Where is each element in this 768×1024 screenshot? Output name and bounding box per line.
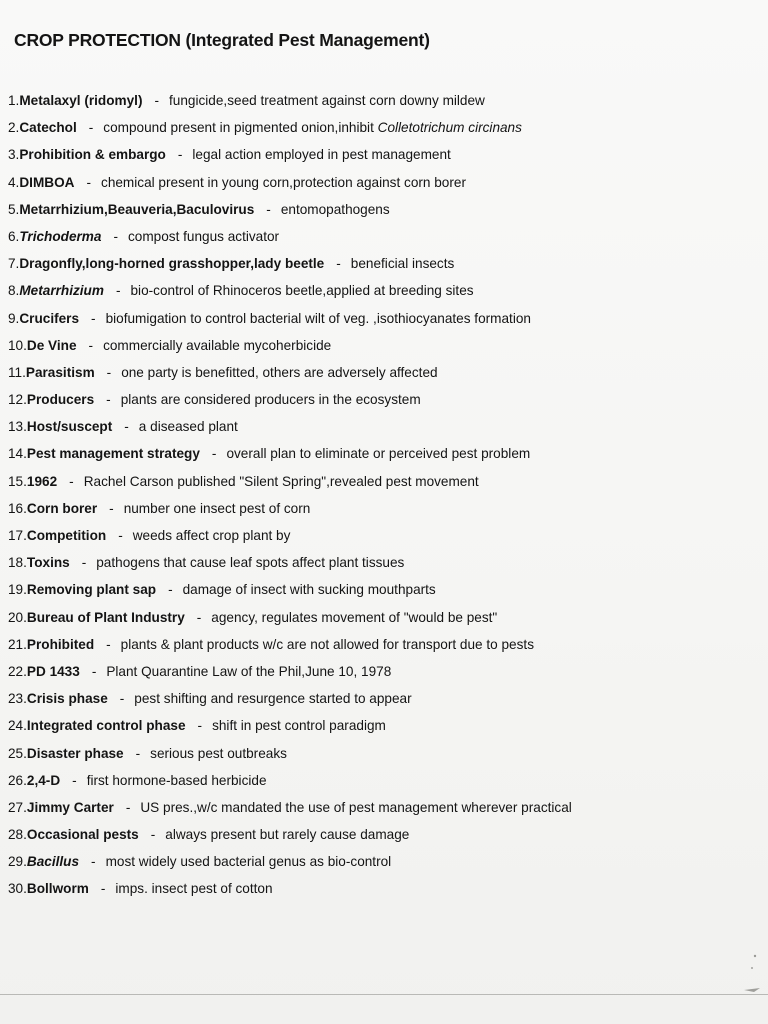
- item-separator: -: [69, 473, 74, 489]
- scan-smudge-mark: [740, 948, 762, 994]
- list-item: [8, 332, 758, 359]
- item-term: Bacillus: [26, 854, 80, 870]
- item-number: 7.: [8, 256, 20, 272]
- item-definition-text: weeds affect crop plant by: [132, 528, 291, 543]
- item-definition: [211, 610, 497, 625]
- item-number: 3.: [8, 147, 20, 163]
- item-number: 12.: [8, 392, 27, 408]
- item-term: Metarrhizium: [19, 283, 104, 299]
- page-title: CROP PROTECTION (Integrated Pest Management): [14, 30, 430, 50]
- item-definition-text: a diseased plant: [138, 419, 238, 435]
- item-definition: [226, 446, 530, 461]
- item-number: 27.: [8, 799, 27, 815]
- item-separator: -: [113, 228, 118, 244]
- item-definition: [121, 637, 534, 652]
- item-term: PD 1433: [26, 663, 80, 679]
- item-definition: [192, 147, 450, 162]
- item-number: 28.: [8, 827, 27, 843]
- item-definition-text: plants are considered producers in the ecosystem: [120, 392, 421, 408]
- item-separator: -: [119, 691, 125, 707]
- item-separator: -: [124, 419, 129, 435]
- item-definition: [103, 120, 522, 135]
- item-definition-text: Plant Quarantine Law of the Phil,June 10, 1978: [106, 663, 392, 679]
- item-definition: [140, 800, 571, 815]
- item-number: 17.: [8, 528, 27, 543]
- item-number: 30.: [8, 881, 27, 897]
- item-term: Parasitism: [25, 364, 95, 380]
- item-definition: [84, 474, 479, 489]
- item-definition-text: shift in pest control paradigm: [212, 718, 386, 734]
- item-definition-text: bio-control of Rhinoceros beetle,applied at breeding sites: [130, 283, 474, 299]
- list-item: [8, 875, 758, 902]
- term-list: [8, 87, 758, 903]
- item-term: Catechol: [19, 120, 77, 136]
- item-separator: -: [81, 555, 87, 571]
- item-separator: -: [118, 528, 123, 543]
- item-number: 18.: [8, 555, 27, 571]
- item-number: 1.: [8, 93, 20, 108]
- item-definition: [106, 664, 391, 679]
- item-definition-text: fungicide,seed treatment against corn downy mildew: [169, 93, 485, 108]
- item-separator: -: [177, 147, 183, 163]
- item-number: 23.: [8, 691, 27, 707]
- item-definition: [351, 256, 455, 271]
- item-definition: [183, 582, 436, 597]
- item-definition-text: first hormone-based herbicide: [86, 772, 267, 788]
- item-term: 2,4-D: [26, 772, 61, 788]
- list-item: [8, 223, 758, 250]
- item-definition-text: one party is benefitted, others are adversely affected: [121, 364, 438, 380]
- item-definition-text: most widely used bacterial genus as bio-control: [105, 854, 392, 870]
- item-number: 19.: [8, 582, 27, 598]
- list-item: [8, 549, 758, 576]
- list-item: [8, 821, 758, 848]
- item-separator: -: [106, 636, 111, 652]
- item-term: Dragonfly,long-horned grasshopper,lady beetle: [19, 256, 325, 272]
- item-number: 24.: [8, 718, 27, 734]
- item-term: Jimmy Carter: [26, 799, 114, 815]
- list-item: [8, 468, 758, 495]
- list-item: [8, 359, 758, 386]
- item-definition-text: compost fungus activator: [127, 228, 280, 244]
- item-separator: -: [72, 772, 77, 788]
- item-separator: -: [168, 582, 173, 598]
- item-definition: [165, 827, 409, 842]
- item-separator: -: [106, 392, 111, 408]
- item-definition-text: plants & plant products w/c are not allowed for transport due to pests: [120, 636, 534, 652]
- item-term: Prohibition & embargo: [19, 147, 166, 163]
- item-separator: -: [109, 500, 114, 516]
- item-definition: [106, 854, 392, 869]
- list-item: [8, 440, 758, 467]
- item-separator: -: [196, 609, 202, 625]
- item-definition-text: chemical present in young corn,protection against corn borer: [101, 174, 466, 190]
- list-item: [8, 576, 758, 603]
- item-definition-text: US pres.,w/c mandated the use of pest management wherever practical: [140, 799, 572, 815]
- list-item: [8, 631, 758, 658]
- item-separator: -: [150, 827, 156, 843]
- list-item: [8, 250, 758, 277]
- list-item: [8, 413, 758, 440]
- item-definition-text: Rachel Carson published "Silent Spring",revealed pest movement: [83, 473, 479, 489]
- page-edge-line: [0, 994, 768, 995]
- item-definition-text: imps. insect pest of cotton: [115, 881, 273, 897]
- item-definition-text: damage of insect with sucking mouthparts: [182, 582, 436, 598]
- item-term: Host/suscept: [26, 419, 113, 435]
- item-term: Integrated control phase: [26, 718, 186, 734]
- item-definition-text: agency, regulates movement of "would be pest": [211, 609, 498, 625]
- item-separator: -: [106, 364, 112, 380]
- item-term: Producers: [26, 392, 95, 408]
- item-term: Bureau of Plant Industry: [26, 609, 185, 625]
- item-definition: [134, 691, 411, 706]
- item-number: 20.: [8, 609, 27, 625]
- item-definition: [128, 229, 279, 244]
- item-definition-text: pathogens that cause leaf spots affect plant tissues: [96, 555, 405, 571]
- item-number: 25.: [8, 745, 27, 761]
- list-item: [8, 196, 758, 223]
- item-separator: -: [266, 201, 271, 217]
- list-item: [8, 604, 758, 631]
- item-separator: -: [100, 881, 106, 897]
- item-separator: -: [91, 310, 96, 326]
- item-separator: -: [88, 337, 94, 353]
- item-term: Disaster phase: [26, 745, 124, 761]
- item-number: 21.: [8, 636, 27, 652]
- item-term: Competition: [26, 528, 107, 543]
- item-term: Trichoderma: [19, 228, 102, 244]
- item-separator: -: [211, 446, 217, 462]
- item-term: Bollworm: [26, 881, 89, 897]
- item-number: 14.: [8, 446, 27, 462]
- item-definition-text: overall plan to eliminate or perceived pest problem: [226, 446, 531, 462]
- item-definition-text: pest shifting and resurgence started to appear: [134, 691, 412, 707]
- item-number: 6.: [8, 228, 20, 244]
- list-item: [8, 712, 758, 739]
- list-item: [8, 658, 758, 685]
- item-number: 16.: [8, 500, 27, 516]
- item-separator: -: [154, 93, 160, 108]
- item-number: 26.: [8, 772, 27, 788]
- list-item: [8, 848, 758, 875]
- item-number: 9.: [8, 310, 20, 326]
- list-item: [8, 169, 758, 196]
- list-item: [8, 277, 758, 304]
- list-item: [8, 114, 758, 141]
- item-definition: [139, 419, 238, 434]
- item-definition: [124, 501, 311, 516]
- item-definition-text: number one insect pest of corn: [123, 500, 311, 516]
- item-definition-text: commercially available mycoherbicide: [103, 337, 332, 353]
- item-term: Crisis phase: [26, 691, 108, 707]
- item-definition-species: Colletotrichum circinans: [377, 120, 522, 136]
- item-definition: [106, 311, 531, 326]
- item-definition: [133, 528, 291, 543]
- item-term: DIMBOA: [19, 174, 75, 190]
- item-number: 15.: [8, 473, 27, 489]
- item-number: 11.: [8, 364, 26, 380]
- item-definition: [281, 202, 390, 217]
- item-definition-text: entomopathogens: [280, 201, 390, 217]
- list-item: [8, 386, 758, 413]
- item-term: Corn borer: [26, 500, 98, 516]
- item-definition: [130, 283, 473, 298]
- item-number: 2.: [8, 120, 20, 136]
- item-number: 10.: [8, 337, 27, 353]
- list-item: [8, 495, 758, 522]
- item-separator: -: [88, 120, 94, 136]
- item-separator: -: [135, 745, 141, 761]
- item-separator: -: [125, 799, 131, 815]
- item-definition: [103, 338, 331, 353]
- item-term: Removing plant sap: [26, 582, 157, 598]
- item-term: 1962: [26, 473, 58, 489]
- item-definition: [212, 718, 386, 733]
- list-item: [8, 685, 758, 712]
- list-item: [8, 740, 758, 767]
- item-term: Metarrhizium,Beauveria,Baculovirus: [19, 201, 255, 217]
- item-separator: -: [336, 256, 341, 272]
- item-term: Crucifers: [19, 310, 80, 326]
- item-definition-text: serious pest outbreaks: [150, 745, 287, 761]
- item-definition-text: always present but rarely cause damage: [165, 827, 410, 843]
- item-term: Pest management strategy: [26, 446, 200, 462]
- item-term: Prohibited: [26, 636, 95, 652]
- item-separator: -: [197, 718, 203, 734]
- list-item: [8, 305, 758, 332]
- item-definition-text: biofumigation to control bacterial wilt of veg. ,isothiocyanates formation: [105, 310, 531, 326]
- item-definition: [169, 93, 485, 108]
- list-item: [8, 522, 758, 549]
- item-number: 29.: [8, 854, 27, 870]
- list-item: [8, 87, 758, 114]
- item-separator: -: [91, 663, 97, 679]
- item-separator: -: [115, 283, 121, 299]
- item-definition: [121, 392, 421, 407]
- item-definition: [87, 773, 267, 788]
- item-definition-text: legal action employed in pest management: [192, 147, 451, 163]
- item-number: 4.: [8, 174, 20, 190]
- item-number: 22.: [8, 663, 27, 679]
- list-item: [8, 794, 758, 821]
- item-term: De Vine: [26, 337, 77, 353]
- item-definition-text: beneficial insects: [350, 256, 455, 272]
- item-number: 13.: [8, 419, 27, 435]
- item-term: Occasional pests: [26, 827, 139, 843]
- list-item: [8, 767, 758, 794]
- item-separator: -: [91, 854, 96, 870]
- item-number: 5.: [8, 201, 20, 217]
- item-term: Toxins: [26, 555, 70, 571]
- item-definition: [121, 365, 437, 380]
- item-separator: -: [86, 174, 92, 190]
- item-number: 8.: [8, 283, 20, 299]
- item-term: Metalaxyl (ridomyl): [19, 93, 143, 108]
- item-definition: [101, 175, 466, 190]
- item-definition: [115, 881, 272, 896]
- item-definition: [150, 746, 287, 761]
- item-definition-text: compound present in pigmented onion,inhibit: [103, 120, 378, 136]
- item-definition: [96, 555, 404, 570]
- list-item: [8, 141, 758, 168]
